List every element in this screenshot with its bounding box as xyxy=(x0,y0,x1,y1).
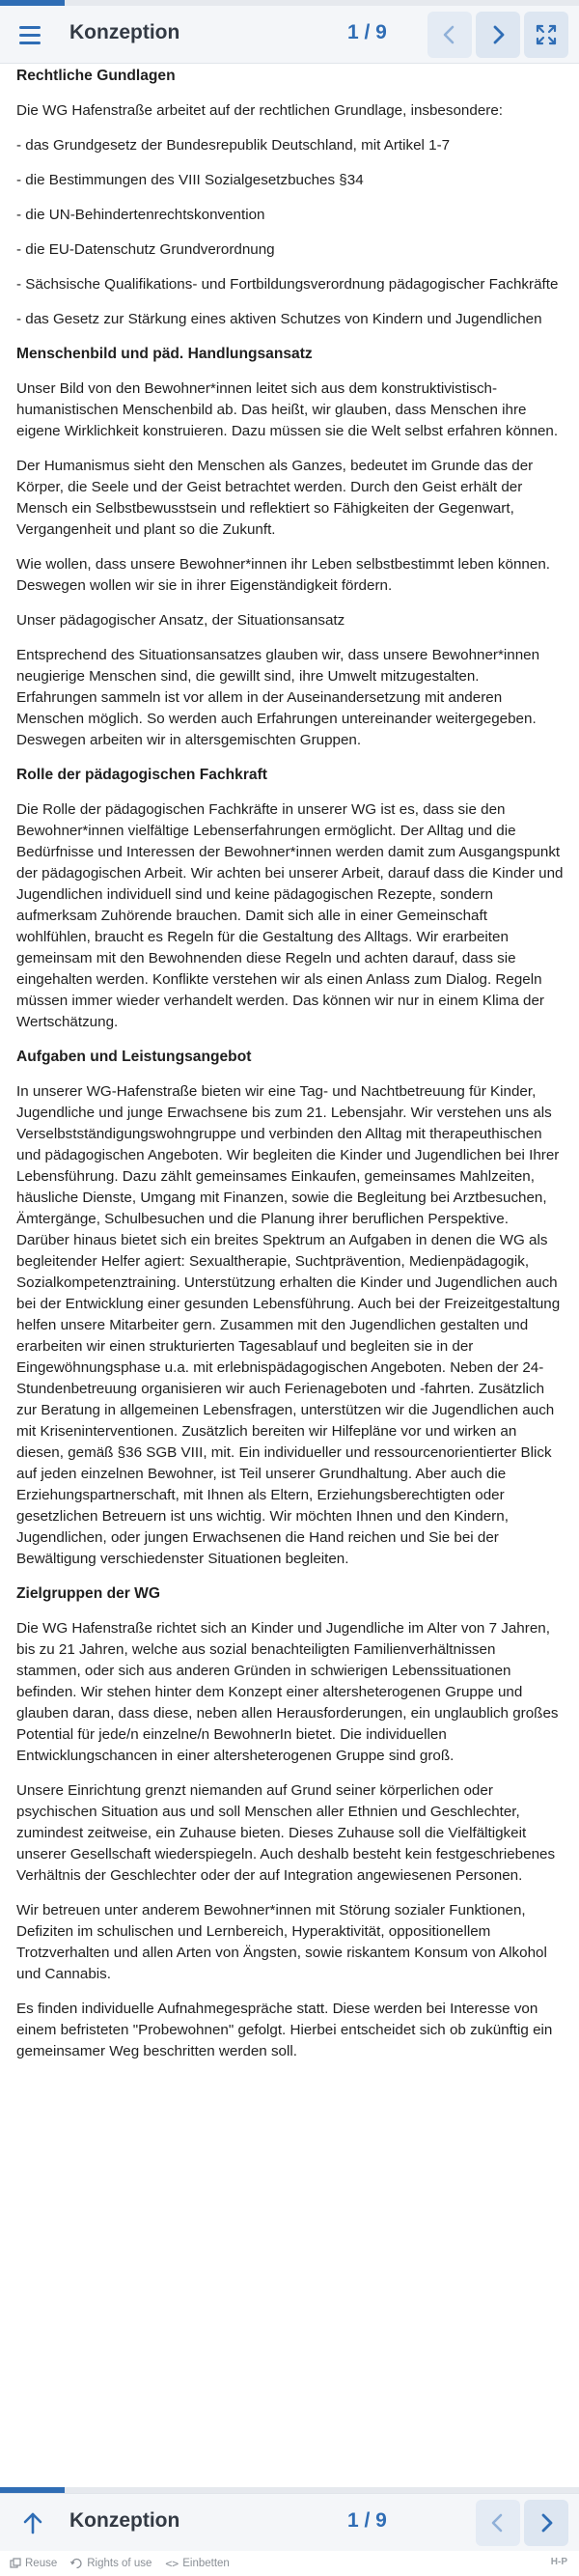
reuse-link[interactable] xyxy=(10,2558,57,2569)
bottom-toolbar xyxy=(0,2493,579,2551)
paragraph: - das Gesetz zur Stärkung eines aktiven Schutzes von Kindern und Jugendlichen xyxy=(16,311,542,327)
menu-icon-line xyxy=(19,34,41,37)
chevron-right-icon xyxy=(536,2512,557,2534)
paragraph: Wir betreuen unter anderem Bewohner*innen mit Störung sozialer Funktionen, Defiziten im schulischen und Lernbereich, Hyperaktivität, oppositionellem Trotzverhalten und allen Arten von Ängsten, sowie riskantem Konsum von Alkohol und Cannabis. xyxy=(16,1902,547,1982)
bottom-page-counter: 1 / 9 xyxy=(347,2509,387,2532)
reuse-icon xyxy=(10,2558,21,2569)
paragraph: Es finden individuelle Aufnahmegespräche statt. Diese werden bei Interesse von einem befristeten "Probewohnen" gefolgt. Hierbei entscheidet sich ob zukünftig ein gemeinsamer Weg beschritten werden soll. xyxy=(16,2001,553,2059)
arrow-up-icon xyxy=(21,2510,44,2535)
paragraph: Entsprechend des Situationsansatzes glauben wir, dass unsere Bewohner*innen neugierige Menschen sind, die gewillt sind, ihre Umwelt mitzugestalten. Erfahrungen sammeln ist vor allem in der Auseinandersetzung mit anderen Menschen möglich. So werden auch Erfahrungen untereinander weitergegeben. Deswegen arbeiten wir in altersgemischten Gruppen. xyxy=(16,647,540,748)
paragraph: Unser Bild von den Bewohner*innen leitet sich aus dem konstruktivistisch-humanistischen Menschenbild ab. Das heißt, wir glauben, dass Menschen ihre eigene Wirklichkeit konstruieren. Dazu müssen sie die Welt selbst erfahren können. xyxy=(16,380,559,439)
paragraph: In unserer WG-Hafenstraße bieten wir eine Tag- und Nachtbetreuung für Kinder, Jugendliche und junge Erwachsene bis zum 21. Lebensjahr. Wir verstehen uns als Verselbstständigungswohngruppe und verbinden den Alltag mit therapeuthischen und pädagogischen Angeboten. Wir begleiten die Kinder und Jugendlichen bei Ihrer Lebensführung. Dazu zählt gemeinsames Einkaufen, gemeinsames Mahlzeiten, häusliche Dienste, Umgang mit Finanzen, sowie die Begleitung bei Arztbesuchen, Ämtergänge, Schulbesuchen und die Planung ihrer beruflichen Perspektive. Darüber hinaus bietet sich ein breites Spektrum an Aufgaben in denen die WG als begleitender Helfer agiert: Sexualtherapie, Suchtprävention, Medienpädagogik, Sozialkompetenztraining. Unterstützung erhalten die Kinder und Jugendlichen auch bei der Entwicklung einer gesunden Lebensführung. Auch bei der Freizeitgestaltung helfen unsere Mitarbeiter gern. Zusammen mit den Jugendlichen gestalten und erarbeiten wir einen strukturierten Tagesablauf und begleiten sie in der Eingewöhnungsphase u.a. mit erlebnispädagogischen Angeboten. Neben der 24-Stundenbetreuung organisieren wir auch Ferienageboten und -fahrten. Zusätzlich zur Beratung in allgemeinen Lebensfragen, unterstützen wir die Jugendlichen auch mit Kriseninterventionen. Zusätzlich bereiten wir Hilfepläne vor und wirken an diesen, gemäß §36 SGB VIII, mit. Ein individueller und ressourcenorientierter Blick auf jeden einzelnen Bewohner, ist Teil unserer Grundhaltung. Aber auch die Erziehungspartnerschaft, mit Ihnen als Eltern, Erziehungsberechtigten oder gesetzlichen Betreuern ist uns wichtig. Wir möchten Ihnen und den Kindern, Jugendlichen, oder jungen Erwachsenen die Hand reichen und Sie bei der Bewältigung verschiedenster Situationen begleiten. xyxy=(16,1083,561,1567)
rights-link[interactable] xyxy=(70,2558,152,2569)
paragraph: - die UN-Behindertenrechtskonvention xyxy=(16,207,265,223)
reuse-label: Reuse xyxy=(25,2558,58,2569)
top-toolbar xyxy=(0,6,579,64)
page-title: Konzeption xyxy=(69,21,180,43)
bottom-next-page-button[interactable] xyxy=(524,2500,568,2546)
paragraph: Die Rolle der pädagogischen Fachkräfte in unserer WG ist es, dass sie den Bewohner*innen vielfältige Lebenserfahrungen ermöglicht. Der Alltag und die Bedürfnisse und Interessen der Bewohner*innen werden damit zum Ausgangspunkt der pädagogischen Arbeit. Wir achten bei unserer Arbeit, darauf dass die Kinder und Jugendlichen individuell sind und keine pädagogischen Rezepte, sondern aufmerksam Zuhörende brauchen. Damit sich alle in einer Gemeinschaft wohlfühlen, braucht es Regeln für die Gestaltung des Alltags. Wir erarbeiten gemeinsam mit den Bewohnenden diese Regeln und achten darauf, dass sie eingehalten werden. Konflikte verstehen wir als einen Anlass zum Dialog. Regeln müssen immer wieder verhandelt werden. Das können wir nur in einem Klima der Wertschätzung. xyxy=(16,801,564,1030)
embed-icon: <> xyxy=(165,2557,179,2570)
paragraph: Die WG Hafenstraße richtet sich an Kinder und Jugendliche im Alter von 7 Jahren, bis zu 21 Jahren, welche aus sozial benachteiligten Familienverhältnissen stammen, oder sich aus anderen Gründen in schwierigen Lebenssituationen befinden. Wir stehen hinter dem Konzept einer altersheterogenen Gruppe und glauben daran, dass diese, neben allen Herausforderungen, ein unglaublich großes Potential für jede/n einzelne/n BewohnerIn bietet. Die individuellen Entwicklungschancen in einer altersheterogenen Gruppe sind groß. xyxy=(16,1620,559,1764)
paragraph: Der Humanismus sieht den Menschen als Ganzes, bedeutet im Grunde das der Körper, die Seele und der Geist betrachtet werden. Durch den Geist erhält der Mensch ein Selbstbewusstsein und reflektiert so Fähigkeiten der Gegenwart, Vergangenheit und plant so die Zukunft. xyxy=(16,458,534,538)
fullscreen-button[interactable] xyxy=(524,12,568,58)
scroll-to-top-button[interactable] xyxy=(14,2502,52,2544)
page-counter: 1 / 9 xyxy=(347,21,387,43)
paragraph: - das Grundgesetz der Bundesrepublik Deutschland, mit Artikel 1-7 xyxy=(16,137,451,154)
site-logo: H-P xyxy=(550,2557,567,2567)
paragraph: Unser pädagogischer Ansatz, der Situationsansatz xyxy=(16,612,345,629)
bottom-previous-page-button[interactable] xyxy=(476,2500,520,2546)
rights-label: Rights of use xyxy=(87,2558,152,2569)
footer xyxy=(0,2551,579,2576)
paragraph: Unsere Einrichtung grenzt niemanden auf Grund seiner körperlichen oder psychischen Situation aus und soll Menschen aller Ethnien und Geschlechter, zumindest zeitweise, ein Zuhause bieten. Dieses Zuhause soll die Vielfältigkeit unserer Gesellschaft wiederspiegeln. Auch deshalb besteht kein festgeschriebenes Verhältnis der Geschlechter oder der auf Integration angewiesenen Personen. xyxy=(16,1782,556,1884)
section-heading: Rolle der pädagogischen Fachkraft xyxy=(16,767,267,783)
section-heading: Rechtliche Gundlagen xyxy=(16,68,176,84)
embed-link[interactable] xyxy=(165,2557,229,2570)
chevron-left-icon xyxy=(439,24,460,45)
bottom-page-title: Konzeption xyxy=(69,2509,180,2532)
chevron-right-icon xyxy=(487,24,509,45)
chevron-left-icon xyxy=(487,2512,509,2534)
section-heading: Zielgruppen der WG xyxy=(16,1585,161,1602)
section-heading: Aufgaben und Leistungsangebot xyxy=(16,1049,252,1065)
paragraph: Wie wollen, dass unsere Bewohner*innen ihr Leben selbstbestimmt leben können. Deswegen wollen wir sie in ihrer Eigenständigkeit fördern. xyxy=(16,556,550,594)
menu-icon-line xyxy=(19,42,41,44)
previous-page-button[interactable] xyxy=(427,12,472,58)
paragraph: - die Bestimmungen des VIII Sozialgesetzbuches §34 xyxy=(16,172,364,188)
menu-icon-line xyxy=(19,26,41,29)
section-heading: Menschenbild und päd. Handlungsansatz xyxy=(16,346,313,362)
next-page-button[interactable] xyxy=(476,12,520,58)
paragraph: Die WG Hafenstraße arbeitet auf der rechtlichen Grundlage, insbesondere: xyxy=(16,102,503,119)
paragraph: - die EU-Datenschutz Grundverordnung xyxy=(16,241,275,258)
embed-label: Einbetten xyxy=(182,2558,230,2569)
paragraph: - Sächsische Qualifikations- und Fortbildungsverordnung pädagogischer Fachkräfte xyxy=(16,276,559,293)
rights-icon xyxy=(70,2558,83,2569)
menu-button[interactable] xyxy=(14,19,46,50)
document-content xyxy=(0,66,579,2076)
fullscreen-icon xyxy=(535,23,558,46)
